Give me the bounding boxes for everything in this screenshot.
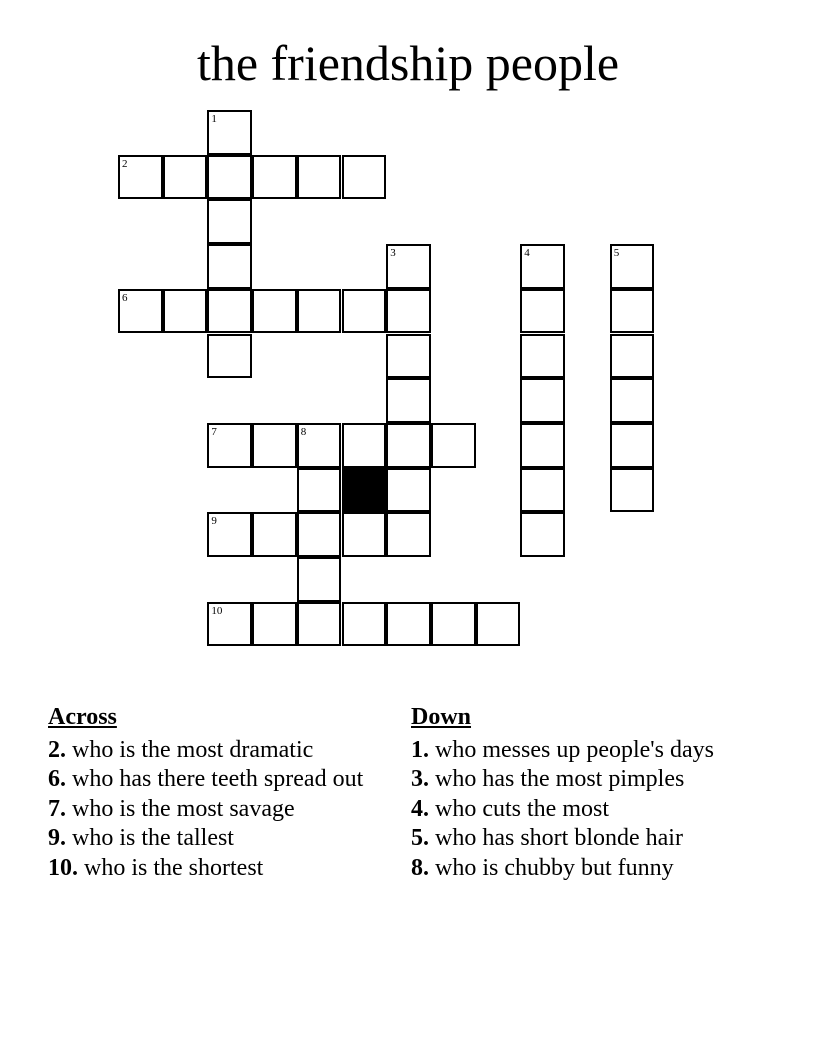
clue-across-7	[48, 795, 378, 825]
grid-cell[interactable]	[118, 155, 163, 200]
grid-cell[interactable]	[297, 423, 342, 468]
clue-across-10	[48, 854, 378, 884]
grid-cell[interactable]	[520, 289, 565, 334]
across-clues	[48, 703, 378, 883]
cell-number: 5	[613, 247, 620, 260]
grid-cell[interactable]	[476, 602, 521, 647]
clue-across-9	[48, 824, 378, 854]
cell-number: 4	[524, 247, 530, 260]
grid-cell[interactable]	[297, 512, 342, 557]
cell-number: 3	[390, 247, 396, 260]
clue-text: who is the most savage	[72, 795, 295, 822]
grid-cell[interactable]	[207, 244, 252, 289]
clue-text: who is the most dramatic	[72, 736, 314, 763]
down-clues	[411, 703, 751, 883]
grid-cell[interactable]	[252, 512, 297, 557]
clue-text: who is the tallest	[72, 825, 234, 851]
clue-number: 10.	[48, 854, 78, 881]
grid-cell[interactable]	[386, 468, 431, 513]
grid-cell[interactable]	[252, 423, 297, 468]
clue-down-5	[411, 824, 751, 854]
grid-cell[interactable]	[207, 512, 252, 557]
grid-cell[interactable]	[252, 602, 297, 647]
clue-across-2	[48, 736, 378, 766]
grid-cell[interactable]	[252, 289, 297, 334]
clue-text: who is the shortest	[84, 854, 264, 881]
grid-cell[interactable]	[520, 423, 565, 468]
grid-cell[interactable]	[610, 244, 655, 289]
cell-number: 1	[211, 113, 217, 125]
grid-cell[interactable]	[386, 423, 431, 468]
clue-text: who has short blonde hair	[435, 825, 683, 851]
grid-cell[interactable]	[610, 334, 655, 379]
cell-number: 10	[211, 604, 223, 617]
clue-across-6	[48, 765, 378, 795]
grid-cell[interactable]	[520, 468, 565, 513]
clue-number: 2.	[48, 736, 66, 763]
grid-cell[interactable]	[297, 155, 342, 200]
grid-cell[interactable]	[297, 602, 342, 647]
clue-number: 8.	[411, 854, 429, 881]
grid-cell[interactable]	[386, 512, 431, 557]
cell-number: 8	[300, 425, 307, 438]
grid-cell[interactable]	[297, 557, 342, 602]
grid-cell[interactable]	[520, 334, 565, 379]
grid-cell[interactable]	[207, 423, 252, 468]
grid-cell[interactable]	[386, 289, 431, 334]
grid-cell[interactable]	[342, 289, 387, 334]
clue-number: 9.	[48, 825, 66, 851]
clue-down-3	[411, 765, 751, 795]
grid-cell[interactable]	[252, 155, 297, 200]
grid-cell[interactable]	[207, 199, 252, 244]
grid-cell[interactable]	[207, 110, 252, 155]
cell-number: 9	[211, 515, 217, 528]
clue-number: 1.	[411, 736, 429, 763]
grid-cell[interactable]	[386, 244, 431, 289]
grid-cell[interactable]	[342, 423, 387, 468]
grid-cell[interactable]	[297, 468, 342, 513]
grid-cell[interactable]	[163, 155, 208, 200]
grid-cell[interactable]	[118, 289, 163, 334]
grid-cell[interactable]	[207, 289, 252, 334]
page-title: the friendship people	[196, 35, 620, 91]
clue-number: 6.	[48, 766, 66, 792]
down-heading: Down	[411, 704, 472, 730]
grid-cell[interactable]	[610, 468, 655, 513]
clue-number: 4.	[411, 795, 429, 822]
clue-number: 7.	[48, 795, 66, 822]
cell-number: 6	[122, 291, 128, 304]
black-cell	[342, 468, 387, 513]
across-heading: Across	[48, 704, 117, 730]
clue-number: 5.	[411, 825, 429, 851]
grid-cell[interactable]	[610, 378, 655, 423]
grid-cell[interactable]	[342, 512, 387, 557]
grid-cell[interactable]	[520, 512, 565, 557]
clue-text: who has there teeth spread out	[72, 766, 364, 792]
grid-cell[interactable]	[386, 602, 431, 647]
clue-number: 3.	[411, 766, 429, 792]
cell-number: 2	[122, 157, 128, 170]
grid-cell[interactable]	[297, 289, 342, 334]
grid-cell[interactable]	[431, 602, 476, 647]
grid-cell[interactable]	[207, 155, 252, 200]
grid-cell[interactable]	[610, 423, 655, 468]
cell-number: 7	[211, 425, 217, 438]
grid-cell[interactable]	[610, 289, 655, 334]
clue-text: who is chubby but funny	[435, 854, 674, 881]
grid-cell[interactable]	[520, 378, 565, 423]
grid-cell[interactable]	[342, 155, 387, 200]
clue-down-1	[411, 736, 751, 766]
grid-cell[interactable]	[386, 334, 431, 379]
clue-text: who messes up people's days	[435, 736, 714, 763]
grid-cell[interactable]	[431, 423, 476, 468]
grid-cell[interactable]	[342, 602, 387, 647]
grid-cell[interactable]	[207, 334, 252, 379]
clue-text: who has the most pimples	[435, 766, 685, 792]
grid-cell[interactable]	[207, 602, 252, 647]
grid-cell[interactable]	[163, 289, 208, 334]
grid-cell[interactable]	[386, 378, 431, 423]
clue-down-4	[411, 795, 751, 825]
grid-cell[interactable]	[520, 244, 565, 289]
clue-text: who cuts the most	[435, 795, 609, 822]
clue-down-8	[411, 854, 751, 884]
